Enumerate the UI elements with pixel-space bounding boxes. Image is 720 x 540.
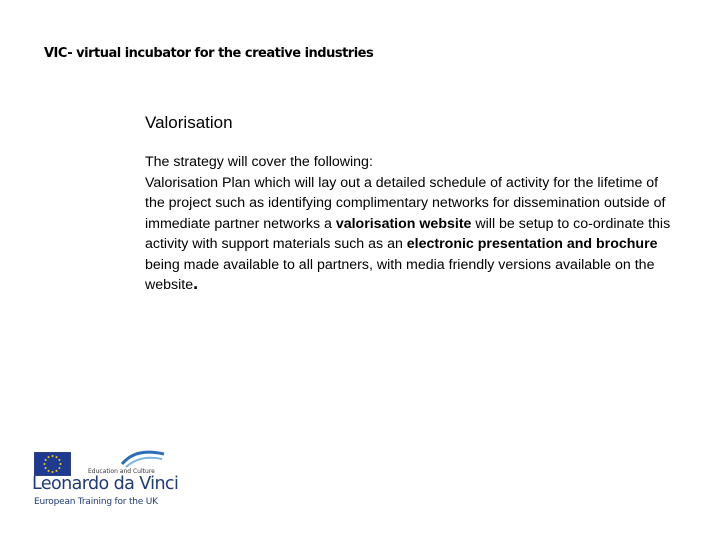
plan-text: Valorisation Plan which will lay out a detailed schedule of activity for the lifetime of the project such as identifying complimentary networks for dissemination outside of immediate partner networks a <box>145 174 666 232</box>
valorisation-website-emphasis: valorisation website <box>335 215 472 232</box>
european-training-text: European Training for the UK <box>34 497 158 507</box>
closing-period: . <box>193 273 199 293</box>
plan-text-continued: will be setup to co-ordinate this activity with support materials such as an <box>145 215 671 252</box>
section-heading: Valorisation <box>145 113 233 132</box>
intro-line: The strategy will cover the following: <box>145 154 373 170</box>
leonardo-da-vinci-text: Leonardo da Vinci <box>32 474 179 494</box>
body-paragraph <box>145 152 675 296</box>
page-title: VIC- virtual incubator for the creative industries <box>44 46 374 61</box>
education-culture-swoosh-icon <box>120 448 166 470</box>
eu-flag-icon <box>34 452 71 476</box>
leonardo-da-vinci-logo <box>32 448 179 510</box>
education-culture-label: Education and Culture <box>88 468 155 475</box>
presentation-brochure-emphasis: electronic presentation and brochure <box>406 236 658 252</box>
plan-text-end: being made available to all partners, with media friendly versions available on the website <box>145 256 655 293</box>
